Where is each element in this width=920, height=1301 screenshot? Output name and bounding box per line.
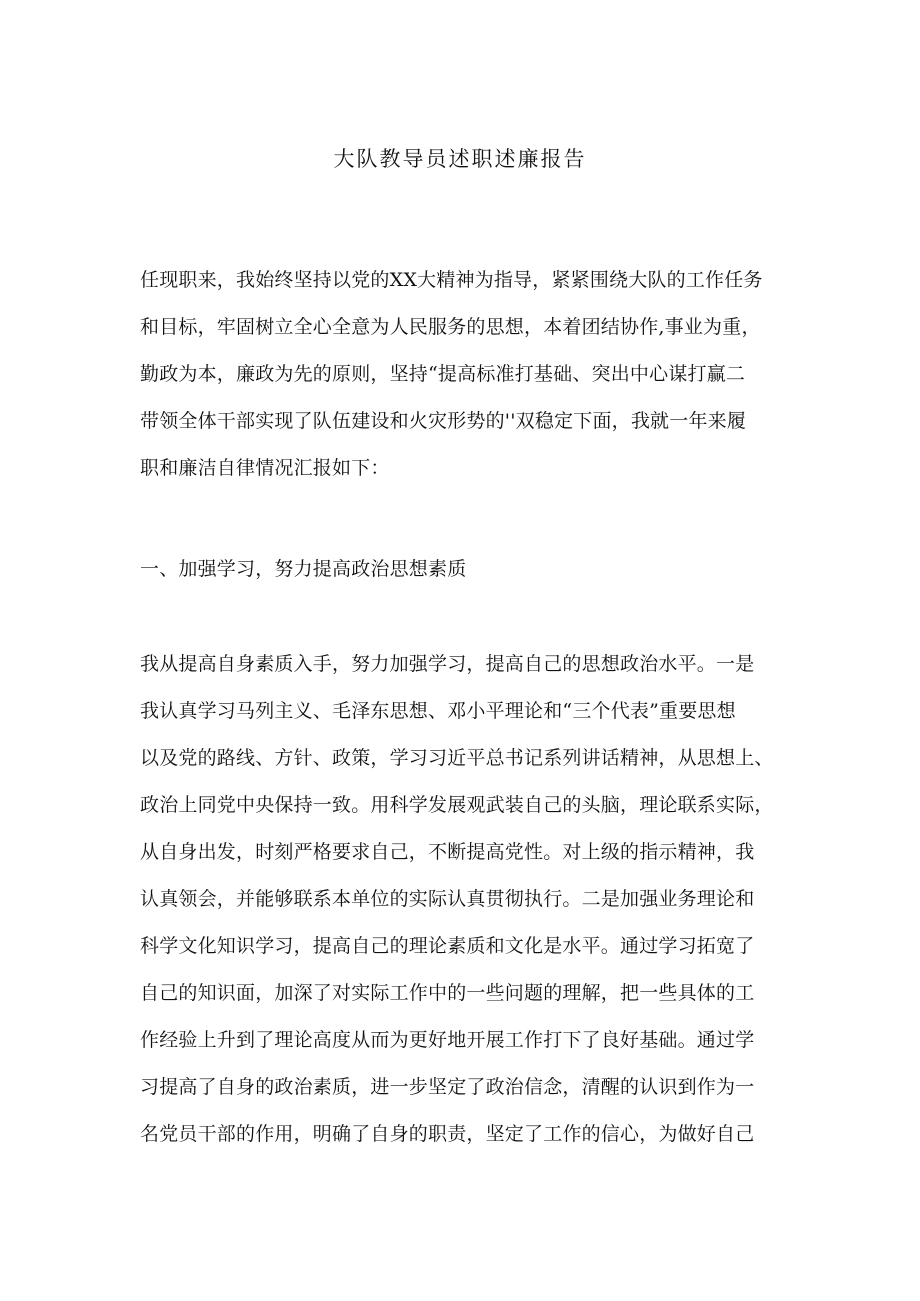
body-line: 政治上同党中央保持一致。用科学发展观武装自己的头脑，理论联系实际， bbox=[140, 794, 774, 816]
body-line: 习提高了自身的政治素质，进一步坚定了政治信念，清醒的认识到作为一 bbox=[140, 1076, 755, 1098]
intro-line: 带领全体干部实现了队伍建设和火灾形势的''双稳定下面，我就一年来履 bbox=[140, 410, 747, 432]
intro-line: 任现职来，我始终坚持以党的XX大精神为指导，紧紧围绕大队的工作任务 bbox=[140, 269, 763, 291]
body-line: 以及党的路线、方针、政策，学习习近平总书记系列讲话精神，从思想上、 bbox=[140, 747, 774, 769]
body-line: 自己的知识面，加深了对实际工作中的一些问题的理解，把一些具体的工 bbox=[140, 982, 755, 1004]
intro-line: 勤政为本，廉政为先的原则，坚持“提高标准打基础、突出中心谋打赢二 bbox=[140, 363, 746, 385]
body-line: 我从提高自身素质入手，努力加强学习，提高自己的思想政治水平。一是 bbox=[140, 653, 755, 675]
body-line: 科学文化知识学习，提高自己的理论素质和文化是水平。通过学习拓宽了 bbox=[140, 935, 755, 957]
body-line: 名党员干部的作用，明确了自身的职责，坚定了工作的信心，为做好自己 bbox=[140, 1123, 755, 1145]
body-line: 我认真学习马列主义、毛泽东思想、邓小平理论和“三个代表”重要思想 bbox=[140, 700, 736, 722]
body-line: 作经验上升到了理论高度从而为更好地开展工作打下了良好基础。通过学 bbox=[140, 1029, 755, 1051]
body-line: 从自身出发，时刻严格要求自己，不断提高党性。对上级的指示精神，我 bbox=[140, 841, 755, 863]
body-line: 认真领会，并能够联系本单位的实际认真贯彻执行。二是加强业务理论和 bbox=[140, 888, 755, 910]
section-heading: 一、加强学习，努力提高政治思想素质 bbox=[140, 558, 467, 580]
intro-line: 和目标，牢固树立全心全意为人民服务的思想，本着团结协作,事业为重， bbox=[140, 316, 761, 338]
document-title: 大队教导员述职述廉报告 bbox=[333, 147, 587, 171]
intro-line: 职和廉洁自律情况汇报如下： bbox=[140, 457, 390, 479]
